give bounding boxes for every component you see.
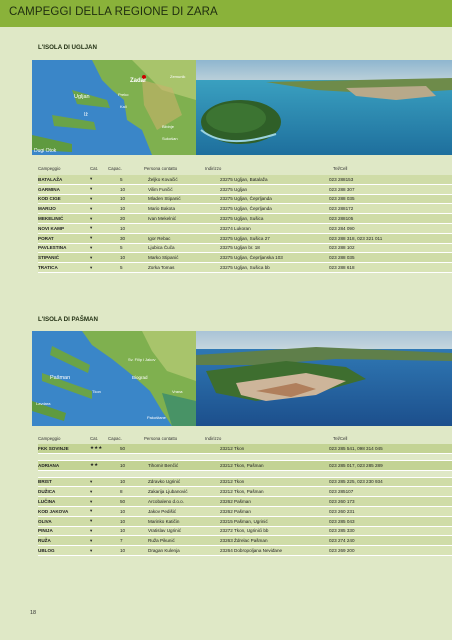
contact-person: Zakarija Ljubanović — [148, 487, 220, 497]
campsite-capacity: 10 — [116, 546, 148, 556]
campsite-category: ▾ — [90, 184, 116, 194]
campsite-phone: 023 285 017, 023 285 289 — [329, 460, 452, 470]
campsite-phone: 023 285 541, 098 314 045 — [329, 444, 452, 453]
campsite-name: PINIJA — [38, 526, 90, 536]
campsite-phone: 023 288172 — [329, 204, 452, 214]
campsite-name: STIPANIĆ — [38, 253, 90, 263]
campsite-category: ▾ — [90, 175, 116, 184]
row-spacer — [38, 453, 452, 460]
campsite-capacity: 10 — [116, 194, 148, 204]
table-row — [38, 506, 452, 516]
campsite-category: ▾ — [90, 546, 116, 556]
contact-person — [148, 444, 220, 453]
campsite-phone: 023 260 231 — [329, 506, 452, 516]
campsite-name: MEKELINIĆ — [38, 214, 90, 224]
campsite-capacity: 30 — [116, 233, 148, 243]
campsite-name: PORAT — [38, 233, 90, 243]
campsite-address: 23212 Tkon, Pašman — [220, 460, 329, 470]
campsite-address: 23275 Ugljan, Čeprljanda — [220, 204, 329, 214]
campsite-address: 23215 Pašman, Ugrinić — [220, 516, 329, 526]
campsite-phone: 023 285 225, 023 230 934 — [329, 477, 452, 487]
campsite-name: TRATICA — [38, 263, 90, 273]
col-head-indirizzo: Indirizzo — [205, 166, 222, 171]
campsite-category: ▾ — [90, 536, 116, 546]
campsite-name: BRIST — [38, 477, 90, 487]
campsite-address: 23275 Ugljan, Čeprljanska 103 — [220, 253, 329, 263]
campsite-phone: 023 288 307 — [329, 184, 452, 194]
campsite-name: RUŽA — [38, 536, 90, 546]
campsite-name: ADRIANA — [38, 460, 90, 470]
campsite-phone: 023 288 035 — [329, 253, 452, 263]
table-row — [38, 460, 452, 470]
table-row — [38, 546, 452, 556]
table-row — [38, 194, 452, 204]
campsite-phone: 023 288 618 — [329, 263, 452, 273]
map-label-biograd: Biograd — [132, 375, 148, 380]
map-label-zemunik: Zemunik — [170, 74, 186, 79]
campsite-capacity: 5 — [116, 243, 148, 253]
photo-ugljan-aerial — [196, 60, 452, 155]
campsite-phone: 023 284 090 — [329, 223, 452, 233]
table-row — [38, 233, 452, 243]
campsite-address: 23264 Dobropoljana Neviđane — [220, 546, 329, 556]
col-head-capac: Capac. — [108, 166, 122, 171]
page-header — [0, 0, 452, 27]
campsite-category: ▾ — [90, 253, 116, 263]
col-head-tel: Tel/Cell — [333, 166, 348, 171]
campsite-category: ▾ — [90, 243, 116, 253]
campsite-category: ▾ — [90, 506, 116, 516]
contact-person: Zdravko Ugrinić — [148, 477, 220, 487]
section-title-ugljan: L'ISOLA DI UGLJAN — [38, 44, 97, 51]
col-head-capac-2: Capac. — [108, 436, 122, 441]
campsite-address: 23275 Ugljan — [220, 184, 329, 194]
map-label-dugi-otok: Dugi Otok — [34, 148, 57, 154]
campsite-name: GARMINA — [38, 184, 90, 194]
map-label-bibinje: Bibinje — [162, 124, 175, 129]
table-row — [38, 444, 452, 453]
campsite-address: 23263 Ždrelac Pašman — [220, 536, 329, 546]
contact-person: Arcobaleno d.o.o. — [148, 497, 220, 507]
table-row — [38, 223, 452, 233]
table-row — [38, 175, 452, 184]
campsite-capacity: 10 — [116, 184, 148, 194]
contact-person: Ljubica Čuča — [148, 243, 220, 253]
row-spacer-cell — [38, 470, 452, 477]
col-head-persona-2: Persona contatto — [144, 436, 178, 441]
campsite-phone: 023 260 173 — [329, 497, 452, 507]
table-row — [38, 204, 452, 214]
campsite-phone: 023 285 330 — [329, 526, 452, 536]
campsite-table-pasman — [38, 444, 452, 556]
row-spacer-cell — [38, 453, 452, 460]
campsite-category: ▾ — [90, 194, 116, 204]
campsite-category: ★★★ — [90, 444, 116, 453]
table-row — [38, 487, 452, 497]
campsite-capacity: 10 — [116, 223, 148, 233]
contact-person: Mario Bakota — [148, 204, 220, 214]
map-label-lavdara: Lavdara — [36, 401, 51, 406]
map-label-pakostane: Pakoštane — [147, 415, 166, 420]
row-spacer — [38, 470, 452, 477]
campsite-category: ★★ — [90, 460, 116, 470]
campsite-phone: 023 288 035 — [329, 194, 452, 204]
campsite-name: FKK SOVINJE — [38, 444, 90, 453]
campsite-name: LUČINA — [38, 497, 90, 507]
contact-person: Ruža Pikunić — [148, 536, 220, 546]
table-row — [38, 516, 452, 526]
campsite-category: ▾ — [90, 477, 116, 487]
col-head-cat-2: Cat. — [90, 436, 99, 441]
page-number: 18 — [30, 610, 37, 616]
campsite-capacity: 50 — [116, 444, 148, 453]
campsite-address: 23212 Tkon — [220, 477, 329, 487]
campsite-address: 23212 Tkon, Pašman — [220, 487, 329, 497]
map-label-tkon: Tkon — [92, 389, 101, 394]
contact-person: Mladen Stipanić — [148, 194, 220, 204]
campsite-category: ▾ — [90, 487, 116, 497]
campsite-name: KOD CIGE — [38, 194, 90, 204]
contact-person — [148, 223, 220, 233]
table-row — [38, 214, 452, 224]
campsite-capacity: 10 — [116, 460, 148, 470]
map-label-pasman: Pašman — [50, 375, 71, 381]
campsite-address: 23262 Pašman — [220, 497, 329, 507]
campsite-category: ▾ — [90, 233, 116, 243]
contact-person: Vilim Funčić — [148, 184, 220, 194]
map-label-ugljan: Ugljan — [74, 94, 90, 100]
campsite-phone: 023 285 043 — [329, 516, 452, 526]
campsite-category: ▾ — [90, 526, 116, 536]
campsite-phone: 023 285107 — [329, 487, 452, 497]
campsite-phone: 023 288153 — [329, 175, 452, 184]
table-row — [38, 184, 452, 194]
campsite-table-ugljan — [38, 175, 452, 273]
campsite-address: 23274 Lukoran — [220, 223, 329, 233]
campsite-category: ▾ — [90, 204, 116, 214]
table-row — [38, 253, 452, 263]
col-head-tel-2: Tel/Cell — [333, 436, 348, 441]
campsite-capacity: 10 — [116, 526, 148, 536]
map-ugljan — [32, 60, 196, 155]
campsite-address: 23275 Ugljan, Sušica bb — [220, 263, 329, 273]
table-row — [38, 477, 452, 487]
campsite-address: 23212 Tkon — [220, 444, 329, 453]
contact-person: Ivan Mekelnić — [148, 214, 220, 224]
campsite-name: PAVLESTINA — [38, 243, 90, 253]
campsite-capacity: 10 — [116, 477, 148, 487]
campsite-address: 23262 Pašman — [220, 506, 329, 516]
campsite-name: DUŽICA — [38, 487, 90, 497]
campsite-capacity: 10 — [116, 516, 148, 526]
campsite-phone: 023 288105 — [329, 214, 452, 224]
table-row — [38, 526, 452, 536]
campsite-capacity: 10 — [116, 506, 148, 516]
campsite-category: ▾ — [90, 516, 116, 526]
campsite-category: ▾ — [90, 263, 116, 273]
table-row — [38, 243, 452, 253]
campsite-address: 23275 Ugljan, Čeprljanda — [220, 194, 329, 204]
campsite-name: NOVI KAMP — [38, 223, 90, 233]
campsite-category: ▾ — [90, 214, 116, 224]
campsite-capacity: 5 — [116, 263, 148, 273]
map-pasman — [32, 331, 196, 426]
campsite-name: BATALAŽA — [38, 175, 90, 184]
campsite-phone: 023 269 200 — [329, 546, 452, 556]
table-row — [38, 536, 452, 546]
campsite-name: MARIJO — [38, 204, 90, 214]
photo-pasman-aerial — [196, 331, 452, 426]
contact-person: Vratislav Ugrinić — [148, 526, 220, 536]
campsite-capacity: 50 — [116, 497, 148, 507]
contact-person: Marinko Katičin — [148, 516, 220, 526]
col-head-cat: Cat. — [90, 166, 99, 171]
campsite-capacity: 20 — [116, 214, 148, 224]
campsite-category: ▾ — [90, 223, 116, 233]
campsite-capacity: 5 — [116, 175, 148, 184]
campsite-name: OLIVA — [38, 516, 90, 526]
campsite-phone: 023 274 240 — [329, 536, 452, 546]
map-label-kali: Kali — [120, 104, 127, 109]
map-label-iz: Iž — [84, 112, 88, 118]
table-row — [38, 497, 452, 507]
table-row — [38, 263, 452, 273]
col-head-persona: Persona contatto — [144, 166, 178, 171]
campsite-name: UBLOG — [38, 546, 90, 556]
campsite-address: 23275 Ugljan br. 18 — [220, 243, 329, 253]
contact-person: Igor Rebac — [148, 233, 220, 243]
col-head-campeggio-2: Campeggio — [38, 436, 61, 441]
campsite-address: 23275 Ugljan, Batalaža — [220, 175, 329, 184]
campsite-address: 23275 Ugljan, Sušica 27 — [220, 233, 329, 243]
map-label-vrana: Vrana — [172, 389, 183, 394]
map-label-zadar: Zadar — [130, 78, 147, 84]
contact-person: Željko Kovačić — [148, 175, 220, 184]
campsite-address: 23272 Tkon, Ugrinići bb — [220, 526, 329, 536]
campsite-capacity: 10 — [116, 253, 148, 263]
contact-person: Zorka Tomas — [148, 263, 220, 273]
map-label-sv-filip: Sv. Filip i Jakov — [128, 357, 156, 362]
map-label-preko: Preko — [118, 92, 129, 97]
contact-person: Marko Stipanić — [148, 253, 220, 263]
campsite-address: 23275 Ugljan, Sušica — [220, 214, 329, 224]
map-label-sukosan: Sukošan — [162, 136, 178, 141]
contact-person: Tihomir Benčić — [148, 460, 220, 470]
page-title: CAMPEGGI DELLA REGIONE DI ZARA — [9, 6, 218, 18]
campsite-capacity: 10 — [116, 204, 148, 214]
campsite-phone: 023 288 102 — [329, 243, 452, 253]
campsite-capacity: 7 — [116, 536, 148, 546]
contact-person: Jakov Pedišić — [148, 506, 220, 516]
section-title-pasman: L'ISOLA DI PAŠMAN — [38, 316, 98, 323]
campsite-phone: 023 288 318, 023 321 011 — [329, 233, 452, 243]
campsite-name: KOD JAKOVA — [38, 506, 90, 516]
campsite-category: ▾ — [90, 497, 116, 507]
col-head-indirizzo-2: Indirizzo — [205, 436, 222, 441]
contact-person: Dragan Kulenja — [148, 546, 220, 556]
col-head-campeggio: Campeggio — [38, 166, 61, 171]
campsite-capacity: 8 — [116, 487, 148, 497]
